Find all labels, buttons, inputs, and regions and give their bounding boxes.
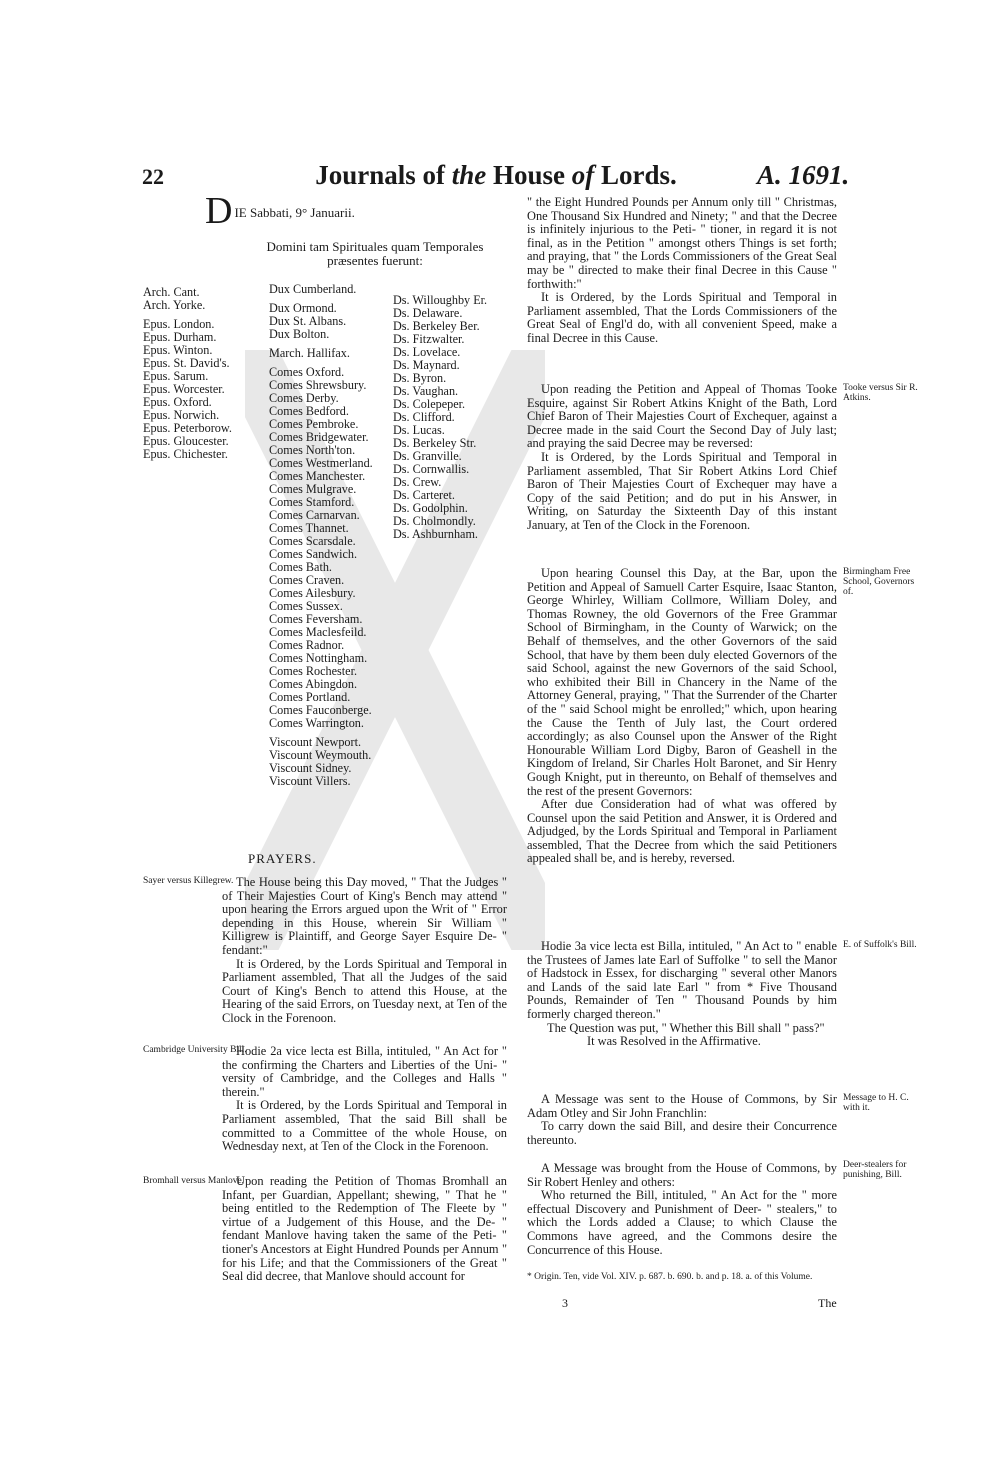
lord-name: Epus. Norwich.	[143, 408, 220, 422]
lord-name: Comes Thannet.	[269, 521, 349, 535]
lord-name: Epus. St. David's.	[143, 356, 230, 370]
lord-name: Ds. Fitzwalter.	[393, 332, 465, 346]
question-line: The Question was put, " Whether this Bill shall " pass?"	[547, 1020, 825, 1035]
sayer-para-1: The House being this Day moved, " That the Judges " of Their Majesties Court of King's Bench may attend " upon hearing the Errors argued upon the Writ of " Error depending in this House, wherein Sir William " Killigrew is Plaintiff, and George Sayer Esquire De- " fendant:"	[222, 875, 507, 957]
lord-name: Comes North'ton.	[269, 443, 356, 457]
lord-name: Comes Stamford.	[269, 495, 355, 509]
lord-name: Comes Rochester.	[269, 664, 358, 678]
lord-name: Viscount Weymouth.	[269, 748, 372, 762]
lord-name: Epus. London.	[143, 317, 215, 331]
temporal-lords	[269, 283, 399, 788]
lord-name: Arch. Cant.	[143, 285, 200, 299]
lord-name: Ds. Willoughby Er.	[393, 293, 488, 307]
lord-name: Epus. Worcester.	[143, 382, 225, 396]
lord-name: Comes Oxford.	[269, 365, 345, 379]
lord-name: Ds. Lucas.	[393, 423, 445, 437]
lord-name: Ds. Maynard.	[393, 358, 460, 372]
tooke-entry	[527, 383, 837, 533]
lord-name: Comes Sandwich.	[269, 547, 358, 561]
lord-name: Comes Carnarvan.	[269, 508, 360, 522]
lord-name: Ds. Clifford.	[393, 410, 455, 424]
lord-name: Arch. Yorke.	[143, 298, 206, 312]
barons	[393, 294, 513, 541]
lord-name: Ds. Vaughan.	[393, 384, 459, 398]
message-para-2: To carry down the said Bill, and desire their Concurrence thereunto.	[527, 1119, 837, 1147]
lord-name: Ds. Godolphin.	[393, 501, 468, 515]
right-column-top	[527, 196, 837, 346]
bromhall-entry	[222, 1175, 507, 1284]
title-house: House	[493, 160, 566, 190]
drop-cap: D	[205, 190, 233, 232]
footnote: * Origin. Ten, vide Vol. XIV. p. 687. b. 690. b. and p. 18. a. of this Volume.	[527, 1272, 813, 1282]
birmingham-para-2: After due Consideration had of what was offered by Counsel upon the said Petition and Answer, it is Ordered and Adjudged, by the Lords Spiritual and Temporal in Parliament assembled, That the Decree from which the said Petitioners appealed shall be, and is hereby, reversed.	[527, 797, 837, 866]
lord-name: Comes Derby.	[269, 391, 339, 405]
sayer-entry	[222, 876, 507, 1026]
lord-name: Comes Manchester.	[269, 469, 366, 483]
bromhall-para: Upon reading the Petition of Thomas Bromhall an Infant, per Guardian, Appellant; shewing, " That he " being entitled to the Redemption of The Fleete by " virtue of a Judgement of this House, and the De- " fendant Manlove having taken the same of the Peti- " tioner's Ancestors at Eight Hundred Pounds per Annum " for his Life; and that the Commissioners of the Great " Seal did decree, that Manlove should account for	[222, 1174, 507, 1284]
margin-bromhall: Bromhall versus Manlove.	[143, 1176, 245, 1186]
page-number: 22	[142, 164, 164, 189]
lord-name: Comes Shrewsbury.	[269, 378, 367, 392]
lord-name: Comes Radnor.	[269, 638, 345, 652]
margin-deer: Deer-stealers for punishing, Bill.	[843, 1160, 907, 1180]
message-entry	[527, 1093, 837, 1147]
lord-name: Comes Maclesfeild.	[269, 625, 367, 639]
tooke-para-2: It is Ordered, by the Lords Spiritual and Temporal in Parliament assembled, That Sir Robert Atkins Lord Chief Baron of Their Majesties Court of Exchequer may have a Copy of the said Petition; and do put in his Answer, in Writing, on Saturday the Sixteenth Day of this instant January, at Ten of the Clock in the Forenoon.	[527, 449, 837, 532]
birmingham-para-1: Upon hearing Counsel this Day, at the Bar, upon the Petition and Appeal of Samuell Carter Esquire, Isaac Stanton, George Whirley, William Collmore, William Doley, and Thomas Rowney, the old Governors of the Free Grammar School of Birmingham, in the County of Warwick; on the Behalf of themselves, and the other Governors of the said School, that have by them been duly elected Governors of the said School, against the new Governors of the said School, who exhibited their Bill in Chancery in the Name of the Attorney General, praying, " That the Surrender of the Charter of the " said School might be enrolled;" which, upon hearing the Cause the Tenth of July last, the Court ordered accordingly; as also Counsel upon the Answer of the Right Honourable William Lord Digby, Baron of Geashell in the Kingdom of Ireland, Sir Charles Holt Baronet, and Sir Henry Gough Knight, put in thereunto, on Behalf of themselves and the rest of the present Governors:	[527, 566, 837, 798]
lord-name: Comes Pembroke.	[269, 417, 359, 431]
message-para-1: A Message was sent to the House of Commons, by Sir Adam Otley and Sir John Franchlin:	[527, 1092, 837, 1120]
lord-name: Epus. Oxford.	[143, 395, 212, 409]
margin-birmingham: Birmingham Free School, Governors of.	[843, 567, 915, 597]
lord-name: Ds. Cholmondly.	[393, 514, 476, 528]
lord-name: Comes Nottingham.	[269, 651, 368, 665]
lord-name: Dux Bolton.	[269, 327, 330, 341]
lord-name: Comes Warrington.	[269, 716, 364, 730]
continuation-para: " the Eight Hundred Pounds per Annum only till " Christmas, One Thousand Six Hundred and Ninety; " and that the Decree is infinitely injurious to the Peti- " tioner, in regard it is not final, as in the Petition " amongst others Things is set forth; and praying, that " the Lords Commissioners of the Great Seal may be " directed to make their final Decree in this Cause " forthwith:"	[527, 195, 837, 291]
lord-name: Ds. Berkeley Str.	[393, 436, 477, 450]
lord-name: Viscount Sidney.	[269, 761, 352, 775]
lord-name: Epus. Chichester.	[143, 447, 228, 461]
title-the: the	[451, 160, 487, 190]
signature-mark: 3	[562, 1296, 568, 1310]
lord-name: Epus. Sarum.	[143, 369, 209, 383]
resolved-line: It was Resolved in the Affirmative.	[587, 1034, 761, 1049]
sayer-para-2: It is Ordered, by the Lords Spiritual and Temporal in Parliament assembled, That all the Judges of the said Court of King's Bench to attend this House, at the Hearing of the said Errors, on Tuesday next, at Ten of the Clock in the Forenoon.	[222, 956, 507, 1025]
spiritual-lords	[143, 286, 263, 461]
lord-name: Comes Westmerland.	[269, 456, 373, 470]
lord-name: Epus. Gloucester.	[143, 434, 229, 448]
lord-name: Epus. Peterborow.	[143, 421, 232, 435]
lord-name: March. Hallifax.	[269, 346, 350, 360]
lord-name: Comes Bedford.	[269, 404, 349, 418]
title-lords: Lords.	[601, 160, 677, 190]
date-line	[205, 190, 505, 232]
lord-name: Ds. Berkeley Ber.	[393, 319, 480, 333]
year: A. 1691.	[757, 160, 850, 190]
birmingham-entry	[527, 567, 837, 866]
margin-message: Message to H. C. with it.	[843, 1093, 909, 1113]
cambridge-para-1: Hodie 2a vice lecta est Billa, intituled, " An Act for " the confirming the Charters and Liberties of the Uni- " versity of Cambridge, and the Colleges and Halls " therein."	[222, 1044, 507, 1099]
lord-name: Dux Ormond.	[269, 301, 337, 315]
present-heading: Domini tam Spirituales quam Temporales præsentes fuerunt:	[266, 239, 484, 268]
deer-para-1: A Message was brought from the House of Commons, by Sir Robert Henley and others:	[527, 1161, 837, 1189]
lord-name: Ds. Lovelace.	[393, 345, 461, 359]
lord-name: Comes Bridgewater.	[269, 430, 369, 444]
lord-name: Ds. Cornwallis.	[393, 462, 470, 476]
lord-name: Viscount Villers.	[269, 774, 351, 788]
lord-name: Ds. Crew.	[393, 475, 442, 489]
lord-name: Comes Ailesbury.	[269, 586, 356, 600]
cambridge-para-2: It is Ordered, by the Lords Spiritual and Temporal in Parliament assembled, That the said Bill shall be committed to a Committee of the whole House, on Wednesday next, at Ten of the Clock in the Forenoon.	[222, 1098, 507, 1154]
margin-sayer: Sayer versus Killegrew.	[143, 876, 234, 886]
title-prefix: Journals of	[315, 160, 445, 190]
lord-name: Comes Bath.	[269, 560, 332, 574]
continuation-order: It is Ordered, by the Lords Spiritual and Temporal in Parliament assembled, That the Lords Commissioners of the Great Seal of Engl'd do, with all convenient Speed, make a final Decree in this Cause.	[527, 290, 837, 345]
lord-name: Ds. Granville.	[393, 449, 462, 463]
suffolk-entry	[527, 940, 837, 1049]
lord-name: Dux Cumberland.	[269, 282, 357, 296]
lord-name: Dux St. Albans.	[269, 314, 347, 328]
cambridge-entry	[222, 1045, 507, 1154]
lord-name: Ds. Ashburnham.	[393, 527, 478, 541]
margin-tooke: Tooke versus Sir R. Atkins.	[843, 383, 918, 403]
lord-name: Comes Feversham.	[269, 612, 363, 626]
lord-name: Comes Craven.	[269, 573, 345, 587]
lord-name: Comes Scarsdale.	[269, 534, 356, 548]
tooke-para-1: Upon reading the Petition and Appeal of Thomas Tooke Esquire, against Sir Robert Atkins Knight of the Bath, Lord Chief Baron of Their Majesties Court of Exchequer, against a Decree made in the said Court the Second Day of July last; and praying the said Decree may be reversed:	[527, 382, 837, 451]
lord-name: Comes Sussex.	[269, 599, 343, 613]
catchword: The	[818, 1296, 837, 1310]
lord-name: Viscount Newport.	[269, 735, 362, 749]
lord-name: Comes Fauconberge.	[269, 703, 372, 717]
prayers-heading: PRAYERS.	[248, 851, 317, 866]
lord-name: Ds. Colepeper.	[393, 397, 466, 411]
lord-name: Epus. Durham.	[143, 330, 217, 344]
lord-name: Comes Mulgrave.	[269, 482, 357, 496]
margin-suffolk: E. of Suffolk's Bill.	[843, 940, 917, 950]
lord-name: Comes Portland.	[269, 690, 351, 704]
lord-name: Ds. Delaware.	[393, 306, 463, 320]
deer-entry	[527, 1162, 837, 1257]
margin-cambridge: Cambridge University Bill.	[143, 1045, 247, 1055]
lord-name: Ds. Carteret.	[393, 488, 455, 502]
title-of: of	[571, 160, 595, 190]
date-text: IE Sabbati, 9° Januarii.	[234, 205, 355, 220]
lord-name: Epus. Winton.	[143, 343, 213, 357]
lord-name: Ds. Byron.	[393, 371, 447, 385]
deer-para-2: Who returned the Bill, intituled, " An Act for the " more effectual Discovery and Punishment of Deer- " stealers," to which the Lords added a Clause; to which Clause the Commons have agreed, and the Commons desire the Concurrence of this House.	[527, 1188, 837, 1257]
lord-name: Comes Abingdon.	[269, 677, 358, 691]
suffolk-para: Hodie 3a vice lecta est Billa, intituled, " An Act to " enable the Trustees of James late Earl of Suffolke " to sell the Manor of Hadstock in Essex, for discharging " several other Manors and Lands of the said late Earl " from * Five Thousand Pounds, Remainder of Ten " Thousand Pounds by him formerly charged thereon."	[527, 939, 837, 1021]
